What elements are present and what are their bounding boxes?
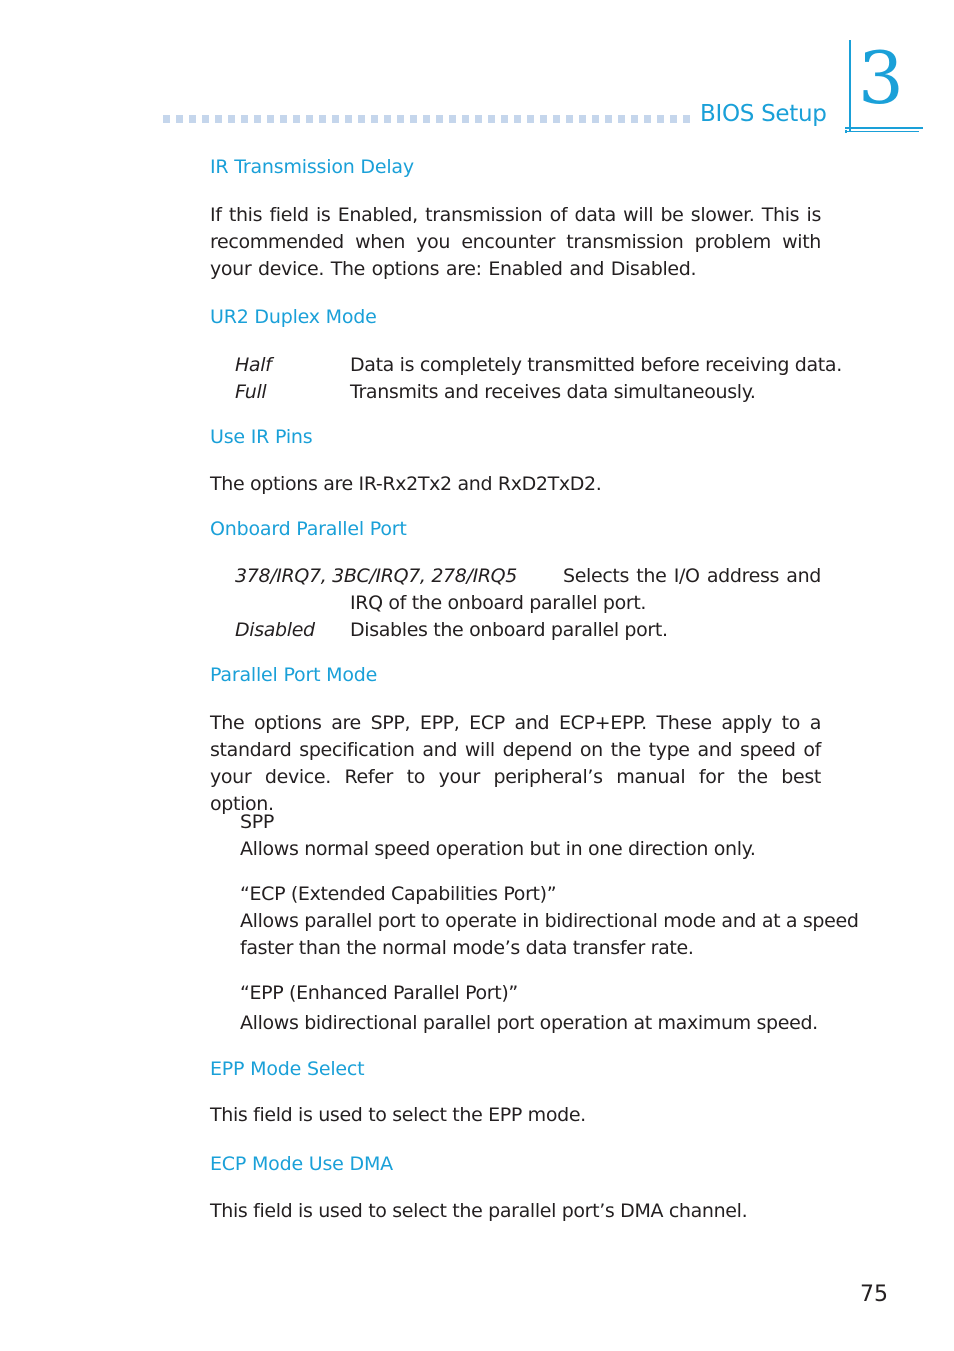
chapter-number: 3 bbox=[858, 36, 904, 120]
option-term-full: Full bbox=[235, 381, 267, 403]
heading-ur2-duplex-mode: UR2 Duplex Mode bbox=[210, 306, 377, 328]
option-desc-half: Data is completely transmitted before receiving data. bbox=[350, 354, 842, 376]
heading-parallel-port-mode: Parallel Port Mode bbox=[210, 664, 378, 686]
mode-desc-ecp-line1: Allows parallel port to operate in bidirectional mode and at a speed bbox=[240, 910, 859, 932]
heading-ecp-mode-use-dma: ECP Mode Use DMA bbox=[210, 1153, 393, 1175]
heading-use-ir-pins: Use IR Pins bbox=[210, 426, 313, 448]
option-desc-address-line1: Selects the I/O address and bbox=[563, 565, 821, 587]
mode-desc-spp: Allows normal speed operation but in one direction only. bbox=[240, 838, 756, 860]
paragraph-ir-transmission-delay: If this field is Enabled, transmission of data will be slower. This is recommended when you encounter transmission problem with your device. The options are: Enabled and Disabled. bbox=[210, 204, 821, 280]
section-title: BIOS Setup bbox=[700, 101, 827, 127]
heading-epp-mode-select: EPP Mode Select bbox=[210, 1058, 365, 1080]
paragraph-use-ir-pins: The options are IR-Rx2Tx2 and RxD2TxD2. bbox=[210, 473, 602, 495]
mode-desc-ecp-line2: faster than the normal mode’s data transfer rate. bbox=[240, 937, 694, 959]
mode-name-ecp: “ECP (Extended Capabilities Port)” bbox=[240, 883, 557, 905]
header-dot-rule bbox=[163, 115, 693, 123]
paragraph-ecp-mode-use-dma: This field is used to select the parallel port’s DMA channel. bbox=[210, 1200, 748, 1222]
option-desc-disabled: Disables the onboard parallel port. bbox=[350, 619, 668, 641]
mode-desc-epp: Allows bidirectional parallel port operation at maximum speed. bbox=[240, 1012, 818, 1034]
chapter-tab-underline-inner bbox=[845, 131, 919, 132]
option-term-half: Half bbox=[235, 354, 272, 376]
chapter-tab-border bbox=[849, 40, 851, 132]
option-desc-address-line2: IRQ of the onboard parallel port. bbox=[350, 592, 647, 614]
heading-onboard-parallel-port: Onboard Parallel Port bbox=[210, 518, 407, 540]
paragraph-parallel-port-mode: The options are SPP, EPP, ECP and ECP+EPP. These apply to a standard specification and will depend on the type and speed of your device. Refer to your peripheral’s manual for the best option. bbox=[210, 712, 821, 815]
mode-name-epp: “EPP (Enhanced Parallel Port)” bbox=[240, 982, 518, 1004]
chapter-tab-underline bbox=[845, 127, 923, 129]
heading-ir-transmission-delay: IR Transmission Delay bbox=[210, 156, 414, 178]
option-desc-full: Transmits and receives data simultaneously. bbox=[350, 381, 756, 403]
page-number: 75 bbox=[860, 1282, 888, 1307]
option-term-address-list: 378/IRQ7, 3BC/IRQ7, 278/IRQ5 bbox=[235, 565, 518, 587]
paragraph-epp-mode-select: This field is used to select the EPP mode. bbox=[210, 1104, 586, 1126]
mode-name-spp: SPP bbox=[240, 811, 274, 833]
option-term-disabled: Disabled bbox=[235, 619, 315, 641]
